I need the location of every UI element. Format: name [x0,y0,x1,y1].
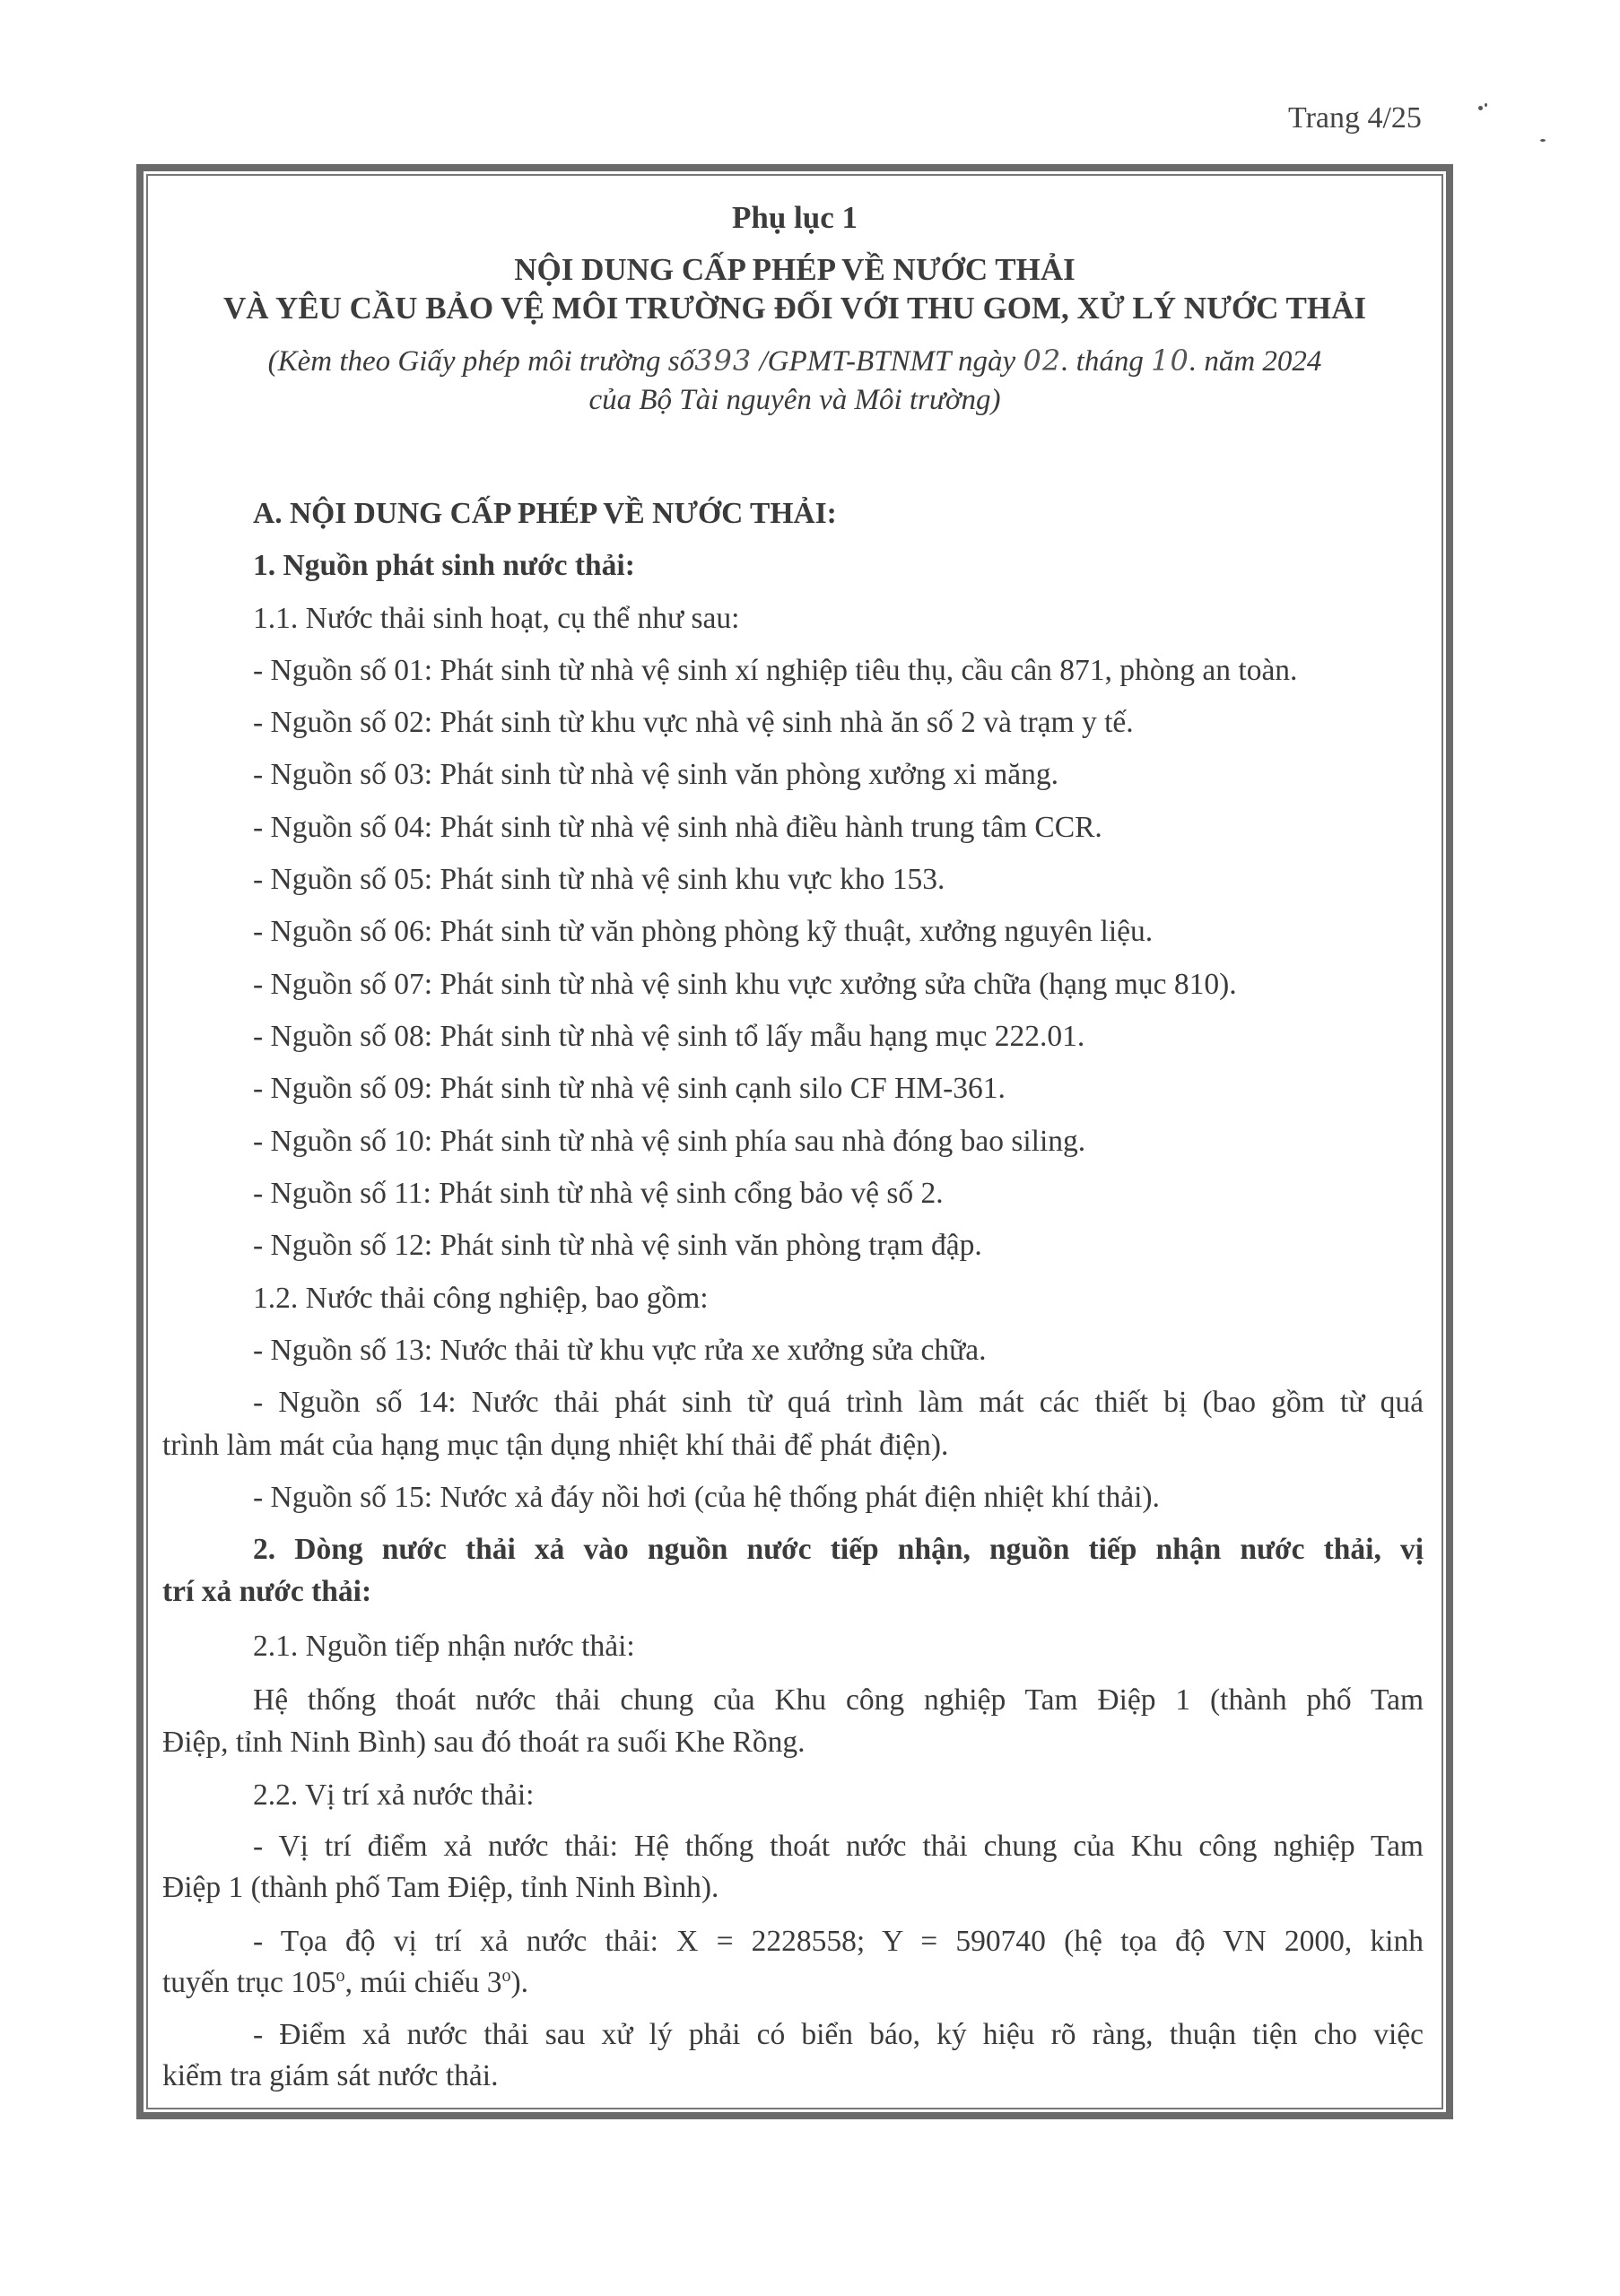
domestic-wastewater-heading: 1.1. Nước thải sinh hoạt, cụ thể như sau: [253,602,740,635]
degree-mark: o [335,1965,345,1986]
appendix-label: Phụ lục 1 [731,200,858,235]
meridian-text: tuyến trục 105 [162,1966,336,1999]
permit-month-handwritten: 10 [1151,344,1189,378]
appendix-title-line1: NỘI DUNG CẤP PHÉP VỀ NƯỚC THẢI [514,252,1076,287]
list-item: - Nguồn số 15: Nước xả đáy nồi hơi (của hệ thống phát điện nhiệt khí thải). [253,1481,1160,1514]
coordinates-text: - Tọa độ vị trí xả nước thải: X = 2228558; Y = 590740 (hệ tọa độ VN 2000, kinh [253,1925,1424,1958]
section-2-heading: 2. Dòng nước thải xả vào nguồn nước tiếp nhận, nguồn tiếp nhận nước thải, vị [253,1533,1424,1566]
list-item: - Nguồn số 03: Phát sinh từ nhà vệ sinh văn phòng xưởng xi măng. [253,758,1058,791]
discharge-point-text-continuation: Điệp 1 (thành phố Tam Điệp, tỉnh Ninh Bình). [162,1871,719,1904]
list-item: - Nguồn số 05: Phát sinh từ nhà vệ sinh khu vực kho 153. [253,863,945,896]
section-1-heading: 1. Nguồn phát sinh nước thải: [253,549,635,582]
signage-requirement-text-continuation: kiểm tra giám sát nước thải. [162,2059,499,2092]
permit-code: /GPMT-BTNMT ngày [752,345,1023,378]
scan-speck [1485,103,1487,107]
closing-text: ). [510,1966,529,1999]
list-item: - Nguồn số 12: Phát sinh từ nhà vệ sinh văn phòng trạm đập. [253,1229,982,1262]
list-item: - Nguồn số 14: Nước thải phát sinh từ quá trình làm mát các thiết bị (bao gồm từ quá [253,1386,1424,1419]
year-label: . năm 2024 [1189,345,1322,378]
attachment-note-line2: của Bộ Tài nguyên và Môi trường) [588,384,1001,416]
list-item: - Nguồn số 09: Phát sinh từ nhà vệ sinh cạnh silo CF HM-361. [253,1072,1006,1105]
permit-number-handwritten: 393 [694,344,753,378]
list-item: - Nguồn số 04: Phát sinh từ nhà vệ sinh nhà điều hành trung tâm CCR. [253,811,1102,844]
degree-mark: o [501,1965,511,1986]
list-item: - Nguồn số 06: Phát sinh từ văn phòng phòng kỹ thuật, xưởng nguyên liệu. [253,915,1154,948]
list-item: - Nguồn số 02: Phát sinh từ khu vực nhà vệ sinh nhà ăn số 2 và trạm y tế. [253,706,1134,739]
appendix-title-line2: VÀ YÊU CẦU BẢO VỆ MÔI TRƯỜNG ĐỐI VỚI THU GOM, XỬ LÝ NƯỚC THẢI [222,291,1367,326]
page-number: Trang 4/25 [1288,101,1422,135]
discharge-location-heading: 2.2. Vị trí xả nước thải: [253,1779,535,1812]
attachment-note-line1 [146,346,1443,377]
list-item-continuation: trình làm mát của hạng mục tận dụng nhiệt khí thải để phát điện). [162,1429,949,1462]
zone-text: , múi chiếu 3 [344,1966,502,1999]
coordinates-text-continuation [162,1965,529,1999]
scan-speck [1478,106,1483,110]
list-item: - Nguồn số 08: Phát sinh từ nhà vệ sinh tổ lấy mẫu hạng mục 222.01. [253,1020,1085,1053]
attachment-prefix: (Kèm theo Giấy phép môi trường số [267,345,695,378]
receiving-source-text-continuation: Điệp, tỉnh Ninh Bình) sau đó thoát ra suối Khe Rồng. [162,1726,806,1759]
section-a-heading: A. NỘI DUNG CẤP PHÉP VỀ NƯỚC THẢI: [253,497,837,530]
signage-requirement-text: - Điểm xả nước thải sau xử lý phải có biển báo, ký hiệu rõ ràng, thuận tiện cho việc [253,2018,1424,2051]
list-item: - Nguồn số 13: Nước thải từ khu vực rửa xe xưởng sửa chữa. [253,1334,987,1367]
industrial-wastewater-heading: 1.2. Nước thải công nghiệp, bao gồm: [253,1282,709,1315]
list-item: - Nguồn số 11: Phát sinh từ nhà vệ sinh cổng bảo vệ số 2. [253,1177,944,1210]
receiving-source-text: Hệ thống thoát nước thải chung của Khu công nghiệp Tam Điệp 1 (thành phố Tam [253,1683,1424,1717]
discharge-point-text: - Vị trí điểm xả nước thải: Hệ thống thoát nước thải chung của Khu công nghiệp Tam [253,1830,1424,1863]
month-label: . tháng [1061,345,1152,378]
receiving-source-heading: 2.1. Nguồn tiếp nhận nước thải: [253,1630,635,1663]
permit-day-handwritten: 02 [1023,344,1062,378]
list-item: - Nguồn số 10: Phát sinh từ nhà vệ sinh phía sau nhà đóng bao siling. [253,1125,1086,1158]
list-item: - Nguồn số 07: Phát sinh từ nhà vệ sinh khu vực xưởng sửa chữa (hạng mục 810). [253,968,1237,1001]
scan-speck [1540,139,1546,142]
list-item: - Nguồn số 01: Phát sinh từ nhà vệ sinh xí nghiệp tiêu thụ, cầu cân 871, phòng an toàn. [253,654,1298,687]
section-2-heading-continuation: trí xả nước thải: [162,1575,372,1608]
